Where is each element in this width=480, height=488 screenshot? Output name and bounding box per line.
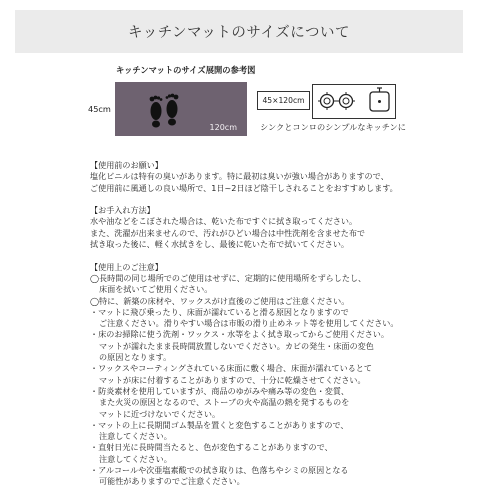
section-line: ・直射日光に長時間当たると、色が変色することがありますので、	[90, 442, 333, 453]
diagram-title: キッチンマットのサイズ展開の参考図	[116, 65, 256, 75]
section-line: マットが床に付着することがありますので、十分に乾燥させてください。	[99, 374, 366, 385]
kitchen-mat-illustration	[115, 82, 247, 136]
section-line: ・アルコールや次亜塩素酸での拭き取りは、色落ちやシミの原因となる	[90, 465, 349, 476]
mat-width-label: 120cm	[209, 123, 237, 132]
section-line: 塩化ビニルは特有の臭いがあります。特に最初は臭いが強い場合がありますので、	[90, 171, 389, 182]
section-line: 注意してください。	[99, 431, 172, 442]
section-line: 可能性がありますのでご注意ください。	[99, 476, 245, 487]
section-heading: 【お手入れ方法】	[90, 205, 155, 216]
section-line: ・マットに飛び乗ったり、床面が濡れていると滑る原因となりますので	[90, 306, 349, 317]
section-line: ご使用前に風通しの良い場所で、1日~2日ほど陰干しされることをおすすめします。	[90, 182, 398, 193]
section-line: 床面を拭いてご使用ください。	[99, 284, 213, 295]
section-line: また、洗濯が出来ませんので、汚れがひどい場合は中性洗剤を含ませた布で	[90, 227, 366, 238]
section-line: ・防炎素材を使用していますが、商品のゆがみや痛み等の変色・変質、	[90, 385, 350, 396]
section-line: ◯長時間の同じ場所でのご使用はせずに、定期的に使用場所をずらしたし、	[90, 272, 367, 283]
kitchen-size-label: 45×120cm	[257, 91, 310, 110]
section-line: ・マットの上に長期間ゴム製品を置くと変色することがありますので、	[90, 419, 349, 430]
section-line: の原因となります。	[99, 352, 172, 363]
section-line: マットに近づけないでください。	[99, 408, 221, 419]
kitchen-counter-illustration	[312, 84, 396, 119]
section-line: ご注意ください。滑りやすい場合は市販の滑り止めネット等を使用してください。	[99, 318, 399, 329]
kitchen-caption: シンクとコンロのシンプルなキッチンに	[260, 122, 406, 132]
footprints-icon	[145, 89, 183, 129]
page-title: キッチンマットのサイズについて	[128, 25, 350, 41]
notes-section	[90, 262, 470, 488]
section-line: ・床のお掃除に使う洗剤・ワックス・水等をよく拭き取ってからご使用ください。	[90, 329, 389, 340]
section-line: ・ワックスやコーティングされている床面に敷く場合、床面が濡れているとて	[90, 363, 372, 374]
mat-height-label: 45cm	[88, 104, 111, 114]
section-line: また火災の原因となるので、ストーブの火や高温の熱を発するものを	[99, 397, 350, 408]
section-heading: 【使用前のお願い】	[90, 160, 163, 170]
section-line: マットが濡れたまま長時間放置しないでください。カビの発生・床面の変色	[99, 340, 374, 351]
section-line: ◯特に、新築の床材や、ワックスがけ直後のご使用はご注意ください。	[90, 295, 350, 306]
section-heading: 【使用上のご注意】	[90, 261, 163, 272]
section-line: 注意してください。	[99, 453, 172, 464]
stove-sink-icon	[313, 85, 395, 118]
page-title-banner	[15, 10, 463, 53]
section-spacer	[90, 250, 470, 261]
notes-section	[90, 205, 470, 261]
section-line: 拭き取った後に、軽く水拭きをし、最後に乾いた布で拭いてください。	[90, 239, 350, 250]
notes-sections	[90, 160, 470, 488]
notes-section	[90, 160, 470, 205]
stove-burner-icon	[318, 92, 355, 110]
sink-icon	[370, 88, 389, 111]
section-line: 水や油などをこぼされた場合は、乾いた布ですぐに拭き取ってください。	[90, 216, 358, 227]
section-spacer	[90, 194, 470, 205]
